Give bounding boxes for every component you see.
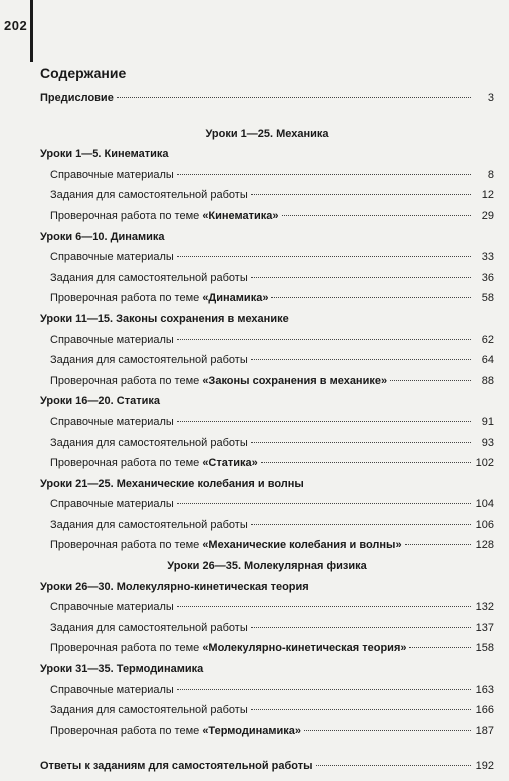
section-heading: Уроки 6—10. Динамика — [40, 230, 165, 243]
toc-entry[interactable] — [40, 725, 494, 746]
leader-dots — [261, 462, 471, 463]
toc-entry-label — [40, 210, 279, 222]
toc-entry[interactable] — [40, 601, 494, 622]
toc-entry-label: Задания для самостоятельной работы — [50, 704, 248, 717]
toc-page-number: 64 — [481, 354, 494, 367]
toc-entry-label: Справочные материалы — [50, 251, 174, 264]
toc-page-number: 187 — [475, 724, 494, 737]
toc-entry-label — [40, 292, 268, 304]
toc-page-number: 33 — [481, 251, 494, 264]
toc-entry-label: Задания для самостоятельной работы — [50, 436, 248, 449]
toc-entry[interactable] — [40, 704, 494, 725]
toc-entry[interactable] — [40, 498, 494, 519]
toc-entry-label: Справочные материалы — [50, 683, 174, 696]
toc-title: Содержание — [40, 65, 127, 81]
leader-dots — [177, 256, 471, 257]
leader-dots — [251, 442, 471, 443]
leader-dots — [177, 606, 471, 607]
toc-entry-topic: «Термодинамика» — [202, 724, 302, 737]
toc-entry-label: Справочные материалы — [50, 168, 174, 181]
page-number: 202 — [4, 18, 28, 33]
leader-dots — [409, 647, 471, 648]
toc-page-number: 91 — [481, 415, 494, 428]
toc-entry[interactable] — [40, 539, 494, 560]
toc-entry-label — [40, 642, 406, 654]
leader-dots — [251, 194, 471, 195]
toc-entry-topic: «Молекулярно-кинетическая теория» — [202, 642, 407, 655]
toc-entry[interactable] — [40, 334, 494, 355]
toc-entry[interactable] — [40, 251, 494, 272]
toc-entry[interactable] — [40, 169, 494, 190]
toc-page-number: 58 — [481, 292, 494, 305]
leader-dots — [177, 503, 471, 504]
toc-entry-topic: «Динамика» — [202, 292, 269, 305]
leader-dots — [251, 524, 471, 525]
toc-page-number: 8 — [487, 168, 494, 181]
toc-entry-label: Справочные материалы — [50, 333, 174, 346]
toc-entry-answers[interactable] — [40, 760, 494, 781]
toc-entry[interactable] — [40, 416, 494, 437]
toc-entry-label: Задания для самостоятельной работы — [50, 354, 248, 367]
toc-page-number: 106 — [475, 518, 494, 531]
leader-dots — [251, 627, 471, 628]
toc-entry-prefix: Проверочная работа по теме — [50, 374, 203, 387]
toc-entry-prefix: Проверочная работа по теме — [50, 209, 203, 222]
toc-entry-label: Задания для самостоятельной работы — [50, 189, 248, 202]
toc-entry-label — [40, 539, 402, 551]
toc-page-number: 88 — [481, 374, 494, 387]
toc-entry-label: Справочные материалы — [50, 498, 174, 511]
leader-dots — [251, 359, 471, 360]
toc-entry[interactable] — [40, 272, 494, 293]
toc-entry-prefix: Проверочная работа по теме — [50, 724, 203, 737]
toc-entry[interactable] — [40, 684, 494, 705]
part-heading: Уроки 1—25. Механика — [205, 127, 329, 140]
leader-dots — [251, 277, 471, 278]
toc-entry-label — [40, 725, 301, 737]
toc-entry-label — [40, 457, 258, 469]
toc-entry-prefix: Проверочная работа по теме — [50, 642, 203, 655]
leader-dots — [251, 709, 471, 710]
toc-entry[interactable] — [40, 354, 494, 375]
toc-page-number: 93 — [481, 436, 494, 449]
leader-dots — [282, 215, 471, 216]
section-heading: Уроки 31—35. Термодинамика — [40, 663, 204, 676]
toc-page-number: 137 — [475, 621, 494, 634]
leader-dots — [304, 730, 471, 731]
toc-page-number: 3 — [487, 92, 494, 104]
toc-entry-label: Предисловие — [40, 92, 114, 104]
toc-entry-prefix: Проверочная работа по теме — [50, 457, 203, 470]
toc-entry[interactable] — [40, 642, 494, 663]
leader-dots — [316, 765, 471, 766]
section-heading: Уроки 1—5. Кинематика — [40, 148, 169, 161]
toc-page-number: 163 — [475, 683, 494, 696]
toc-page-number: 29 — [481, 209, 494, 222]
toc-entry[interactable] — [40, 210, 494, 231]
table-of-contents — [40, 92, 494, 781]
leader-dots — [117, 97, 471, 98]
toc-page-number: 132 — [475, 601, 494, 614]
leader-dots — [177, 689, 471, 690]
leader-dots — [177, 421, 471, 422]
toc-entry-prefix: Проверочная работа по теме — [50, 539, 203, 552]
toc-entry[interactable] — [40, 292, 494, 313]
toc-entry[interactable] — [40, 622, 494, 643]
leader-dots — [405, 544, 471, 545]
leader-dots — [271, 297, 471, 298]
toc-entry[interactable] — [40, 457, 494, 478]
toc-entry-topic: «Кинематика» — [202, 209, 279, 222]
toc-entry-topic: «Статика» — [202, 457, 258, 470]
toc-page-number: 36 — [481, 271, 494, 284]
section-heading: Уроки 26—30. Молекулярно-кинетическая теория — [40, 580, 309, 593]
section-heading: Уроки 16—20. Статика — [40, 395, 160, 408]
toc-page-number: 166 — [475, 704, 494, 717]
section-heading: Уроки 11—15. Законы сохранения в механике — [40, 312, 289, 325]
toc-page-number: 128 — [475, 539, 494, 552]
toc-page-number: 192 — [475, 760, 494, 773]
toc-entry[interactable] — [40, 375, 494, 396]
leader-dots — [390, 380, 471, 381]
toc-entry-preface[interactable] — [40, 92, 494, 113]
toc-page-number: 62 — [481, 333, 494, 346]
toc-entry[interactable] — [40, 189, 494, 210]
toc-entry-topic: «Механические колебания и волны» — [202, 539, 402, 552]
toc-entry-label: Задания для самостоятельной работы — [50, 518, 248, 531]
toc-entry-topic: «Законы сохранения в механике» — [202, 374, 388, 387]
toc-page-number: 158 — [475, 642, 494, 655]
toc-entry-label: Ответы к заданиям для самостоятельной работы — [40, 760, 313, 773]
toc-entry[interactable] — [40, 519, 494, 540]
toc-page-number: 104 — [475, 498, 494, 511]
leader-dots — [177, 339, 471, 340]
toc-entry-prefix: Проверочная работа по теме — [50, 292, 203, 305]
toc-page-number: 12 — [481, 189, 494, 202]
section-heading: Уроки 21—25. Механические колебания и волны — [40, 477, 304, 490]
toc-entry[interactable] — [40, 437, 494, 458]
part-heading: Уроки 26—35. Молекулярная физика — [167, 560, 367, 573]
toc-page-number: 102 — [475, 457, 494, 470]
toc-entry-label: Задания для самостоятельной работы — [50, 621, 248, 634]
leader-dots — [177, 174, 471, 175]
toc-entry-label — [40, 375, 387, 387]
margin-rule — [30, 0, 33, 62]
toc-entry-label: Справочные материалы — [50, 415, 174, 428]
toc-entry-label: Справочные материалы — [50, 601, 174, 614]
toc-entry-label: Задания для самостоятельной работы — [50, 271, 248, 284]
